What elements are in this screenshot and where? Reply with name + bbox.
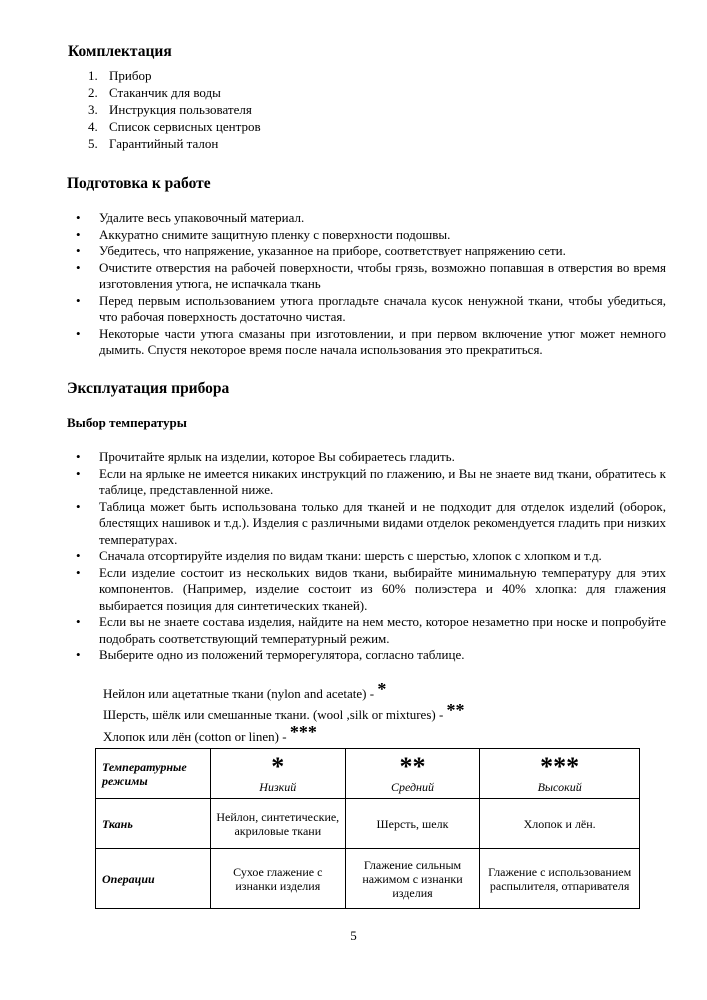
table-row: [96, 799, 640, 849]
list-item: • Если вы не знаете состава изделия, найдите на нем место, которое незаметно при носке и попробуйте подобрать соответствующий температурный режим.: [76, 614, 666, 647]
fabric-nylon: Нейлон или ацетатные ткани (nylon and acetate) - *: [103, 679, 387, 701]
operation-heading: Эксплуатация прибора: [67, 380, 230, 397]
row-header-modes: Температурные режимы: [96, 749, 211, 799]
table-cell: *** Высокий: [480, 749, 640, 799]
table-cell: Сухое глажение с изнанки изделия: [210, 849, 345, 909]
list-item: • Сначала отсортируйте изделия по видам ткани: шерсть с шерстью, хлопок с хлопком и т.д.: [76, 548, 666, 565]
table-row: [96, 849, 640, 909]
row-header-operations: Операции: [96, 849, 211, 909]
table-cell: Шерсть, шелк: [345, 799, 480, 849]
list-item: • Аккуратно снимите защитную пленку с поверхности подошвы.: [76, 227, 666, 244]
table-cell: ** Средний: [345, 749, 480, 799]
list-item: • Если на ярлыке не имеется никаких инструкций по глажению, и Вы не знаете вид ткани, обратитесь к таблице, представленной ниже.: [76, 466, 666, 499]
list-item: • Удалите весь упаковочный материал.: [76, 210, 666, 227]
kit-heading: Комплектация: [68, 43, 172, 60]
table-row: [96, 749, 640, 799]
list-item: • Убедитесь, что напряжение, указанное на приборе, соответствует напряжению сети.: [76, 243, 666, 260]
row-header-fabric: Ткань: [96, 799, 211, 849]
fabric-wool: Шерсть, шёлк или смешанные ткани. (wool ,silk or mixtures) - **: [103, 700, 465, 722]
table-cell: Хлопок и лён.: [480, 799, 640, 849]
table-cell: Глажение сильным нажимом с изнанки изделия: [345, 849, 480, 909]
operation-list: [76, 449, 666, 664]
prep-list: [76, 210, 666, 359]
table-cell: Нейлон, синтетические, акриловые ткани: [210, 799, 345, 849]
list-item: • Некоторые части утюга смазаны при изготовлении, и при первом включение утюг может немного дымить. Спустя некоторое время после начала использования это прекратиться.: [76, 326, 666, 359]
kit-list: [84, 67, 261, 152]
list-item: 1. Прибор: [88, 68, 152, 83]
list-item: • Таблица может быть использована только для тканей и не подходит для отделок изделий (оборок, блестящих нашивок и т.д.). Изделия с различными видами отделок рекомендуется гладить при низких температурах.: [76, 499, 666, 549]
list-item: • Если изделие состоит из нескольких видов ткани, выбирайте минимальную температуру для этих компонентов. (Например, изделие состоит из 60% полиэстера и 40% хлопка: для глажения выбирается позиция для синтетических тканей).: [76, 565, 666, 615]
table-cell: Глажение с использованием распылителя, отпаривателя: [480, 849, 640, 909]
list-item: • Выберите одно из положений терморегулятора, согласно таблице.: [76, 647, 666, 664]
list-item: 4. Список сервисных центров: [88, 119, 261, 134]
temperature-subheading: Выбор температуры: [67, 415, 187, 430]
temperature-table: [95, 748, 640, 909]
list-item: • Прочитайте ярлык на изделии, которое Вы собираетесь гладить.: [76, 449, 666, 466]
table-cell: * Низкий: [210, 749, 345, 799]
list-item: • Перед первым использованием утюга прогладьте сначала кусок ненужной ткани, чтобы убедиться, что рабочая поверхность достаточно чистая.: [76, 293, 666, 326]
prep-heading: Подготовка к работе: [67, 175, 211, 192]
page-number: 5: [350, 928, 357, 943]
list-item: 3. Инструкция пользователя: [88, 102, 252, 117]
fabric-cotton: Хлопок или лён (cotton or linen) - ***: [103, 722, 317, 744]
list-item: 2. Стаканчик для воды: [88, 85, 221, 100]
list-item: 5. Гарантийный талон: [88, 136, 219, 151]
list-item: • Очистите отверстия на рабочей поверхности, чтобы грязь, возможно попавшая в отверстия во время изготовления утюга, не испачкала ткань: [76, 260, 666, 293]
